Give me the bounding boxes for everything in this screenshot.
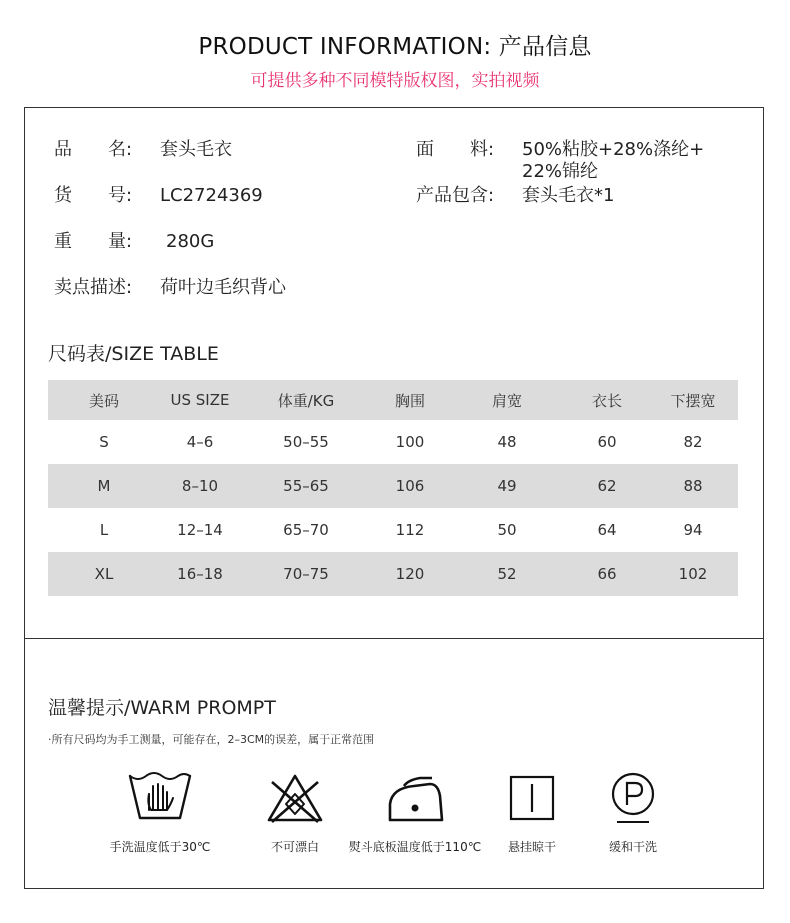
table-cell: 4–6 — [186, 433, 214, 451]
column-header: 衣长 — [566, 380, 648, 420]
table-cell: 50 — [497, 521, 517, 539]
size-table-header — [48, 380, 738, 420]
spec-item-no-label: 货 号: — [54, 185, 133, 206]
page-subtitle: 可提供多种不同模特版权图，实拍视频 — [250, 71, 540, 91]
spec-material-label: 面 料: — [416, 139, 495, 160]
table-cell: 120 — [372, 552, 448, 596]
table-cell: 49 — [448, 464, 566, 508]
table-cell: 62 — [566, 464, 648, 508]
spec-name-value: 套头毛衣 — [160, 139, 232, 160]
gentle-dry-clean-icon — [609, 770, 657, 826]
spec-weight-label: 重 量: — [54, 231, 133, 252]
column-header: US SIZE — [160, 380, 240, 420]
table-cell: S — [99, 433, 109, 451]
page-title: PRODUCT INFORMATION: 产品信息 — [198, 34, 592, 60]
spec-material-value-line2: 22%锦纶 — [522, 161, 599, 182]
column-header: 肩宽 — [448, 380, 566, 420]
spec-contents — [416, 185, 746, 209]
column-header: 下摆宽 — [648, 380, 738, 420]
spec-item-no-value: LC2724369 — [160, 185, 263, 206]
table-cell: 102 — [648, 552, 738, 596]
care-label: 悬挂晾干 — [507, 840, 556, 854]
table-cell: 82 — [683, 433, 703, 451]
table-cell: XL — [48, 552, 160, 596]
table-cell: 100 — [395, 433, 425, 451]
table-cell: M — [48, 464, 160, 508]
care-label: 手洗温度低于30℃ — [109, 840, 211, 854]
care-label: 熨斗底板温度低于110℃ — [348, 840, 482, 854]
table-cell: 64 — [597, 521, 617, 539]
care-item-hand-wash — [85, 770, 235, 855]
care-label: 不可漂白 — [270, 840, 319, 854]
table-cell: 16–18 — [160, 552, 240, 596]
column-header: 胸围 — [372, 380, 448, 420]
hand-wash-icon — [127, 770, 193, 826]
spec-item-no — [54, 185, 394, 209]
table-cell: 50–55 — [283, 433, 329, 451]
table-row — [48, 552, 738, 596]
care-label: 缓和干洗 — [608, 840, 657, 854]
table-cell: 112 — [395, 521, 425, 539]
table-cell: 66 — [566, 552, 648, 596]
spec-contents-label: 产品包含: — [416, 185, 495, 206]
line-dry-icon — [508, 770, 556, 826]
table-cell: 65–70 — [283, 521, 329, 539]
warm-prompt-heading: 温馨提示/WARM PROMPT — [48, 697, 276, 719]
size-table — [48, 380, 738, 596]
size-table-heading: 尺码表/SIZE TABLE — [48, 343, 219, 365]
spec-selling-point-label: 卖点描述: — [54, 277, 133, 298]
spec-selling-point-value: 荷叶边毛织背心 — [160, 277, 286, 298]
spec-selling-point — [54, 277, 394, 301]
table-row — [48, 508, 738, 552]
table-cell: 70–75 — [240, 552, 372, 596]
table-cell: 88 — [648, 464, 738, 508]
column-header: 美码 — [48, 380, 160, 420]
spec-material-value-line1: 50%粘胶+28%涤纶+ — [522, 139, 705, 160]
table-cell: 48 — [497, 433, 517, 451]
table-cell: 106 — [372, 464, 448, 508]
table-cell: 8–10 — [160, 464, 240, 508]
spec-name-label: 品 名: — [54, 139, 133, 160]
warm-prompt-note: ·所有尺码均为手工测量，可能存在，2–3CM的误差，属于正常范围 — [48, 733, 375, 746]
table-cell: 55–65 — [240, 464, 372, 508]
care-item-dry-clean — [558, 770, 708, 855]
table-cell: L — [99, 521, 109, 539]
no-bleach-icon — [264, 770, 326, 826]
section-divider — [24, 638, 764, 639]
spec-material — [416, 139, 746, 185]
column-header: 体重/KG — [240, 380, 372, 420]
table-cell: 94 — [683, 521, 703, 539]
table-cell: 52 — [448, 552, 566, 596]
table-cell: 60 — [597, 433, 617, 451]
spec-weight — [54, 231, 394, 255]
spec-weight-value: 280G — [166, 231, 215, 252]
table-cell: 12–14 — [177, 521, 223, 539]
table-row — [48, 420, 738, 464]
spec-contents-value: 套头毛衣*1 — [522, 185, 615, 206]
spec-name — [54, 139, 394, 163]
table-row — [48, 464, 738, 508]
iron-low-icon — [384, 770, 446, 826]
